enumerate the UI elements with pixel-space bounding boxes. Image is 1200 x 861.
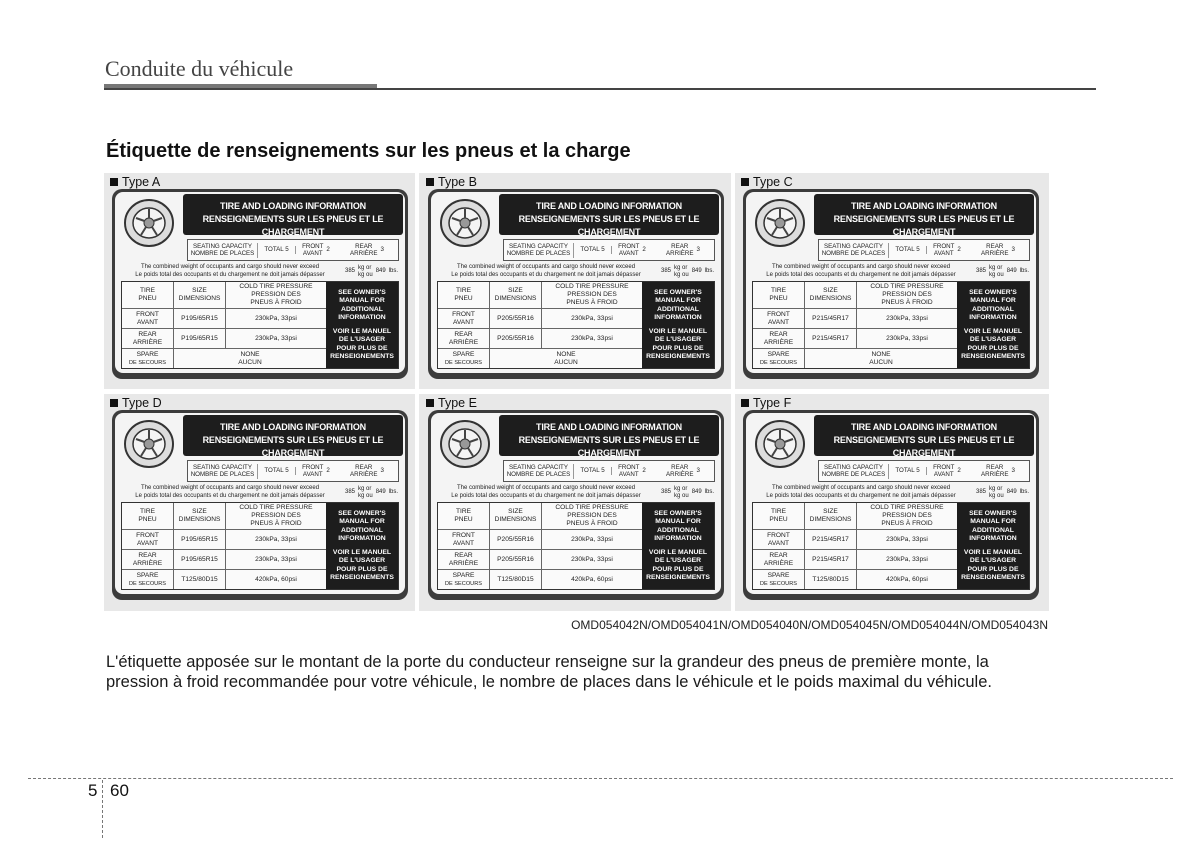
seating-capacity-box — [187, 239, 399, 261]
seating-total: TOTAL 5 — [889, 246, 927, 254]
see-manual-box: SEE OWNER'S MANUAL FOR ADDITIONAL INFORMATION VOIR LE MANUEL DE L'USAGER POUR PLUS DE RENSEIGNEMENTS — [642, 503, 714, 589]
placard-body — [431, 413, 721, 594]
page-number: 60 — [110, 781, 129, 800]
weight-limit-values: 385 kg or kg ou 849 lbs. — [661, 485, 715, 499]
seating-front: FRONT AVANT 2 — [618, 242, 646, 257]
table-row-spare: SPARE DE SECOURS T125/80D15 420kPa, 60psi — [122, 570, 326, 589]
weight-limit-values: 385 kg or kg ou 849 lbs. — [661, 264, 715, 278]
seating-front: FRONT AVANT 2 — [933, 463, 961, 478]
seating-capacity-box — [818, 460, 1030, 482]
seating-rear: REAR ARRIÈRE 3 — [350, 463, 384, 478]
placard-header — [499, 194, 719, 235]
weight-limit-text: The combined weight of occupants and cargo should never exceed Le poids total des occupants et du chargement ne doit jamais dépasser 385 kg or kg ou 849 lbs. — [135, 264, 399, 278]
seating-rear: REAR ARRIÈRE 3 — [981, 242, 1015, 257]
table-row-front: FRONT AVANT P205/55R16 230kPa, 33psi — [438, 309, 642, 329]
see-manual-box: SEE OWNER'S MANUAL FOR ADDITIONAL INFORMATION VOIR LE MANUEL DE L'USAGER POUR PLUS DE RENSEIGNEMENTS — [642, 282, 714, 368]
table-row-front: FRONT AVANT P215/45R17 230kPa, 33psi — [753, 530, 957, 550]
table-header-row: TIRE PNEU SIZE DIMENSIONS COLD TIRE PRESSURE PRESSION DES PNEUS À FROID — [438, 282, 642, 309]
seating-capacity-label: SEATING CAPACITY NOMBRE DE PLACES — [504, 464, 574, 479]
table-row-spare: SPARE DE SECOURS T125/80D15 420kPa, 60psi — [753, 570, 957, 589]
see-manual-box: SEE OWNER'S MANUAL FOR ADDITIONAL INFORMATION VOIR LE MANUEL DE L'USAGER POUR PLUS DE RENSEIGNEMENTS — [326, 503, 398, 589]
placard-header-fr: RENSEIGNEMENTS SUR LES PNEUS ET LE CHARGEMENT — [833, 214, 1015, 237]
tire-information-placard — [112, 410, 408, 600]
table-header-row: TIRE PNEU SIZE DIMENSIONS COLD TIRE PRESSURE PRESSION DES PNEUS À FROID — [122, 503, 326, 530]
placard-header — [814, 194, 1034, 235]
tire-pressure-table — [437, 502, 715, 590]
placard-header-fr: RENSEIGNEMENTS SUR LES PNEUS ET LE CHARGEMENT — [833, 435, 1015, 458]
placard-header-en: TIRE AND LOADING INFORMATION — [851, 201, 997, 211]
footer-dashed-rule — [28, 778, 1173, 779]
seating-capacity-box — [503, 239, 715, 261]
tire-icon — [754, 419, 806, 469]
type-caption — [426, 175, 477, 189]
placard-header-en: TIRE AND LOADING INFORMATION — [220, 422, 366, 432]
seating-total: TOTAL 5 — [889, 467, 927, 475]
table-header-row: TIRE PNEU SIZE DIMENSIONS COLD TIRE PRESSURE PRESSION DES PNEUS À FROID — [122, 282, 326, 309]
placard-body — [115, 192, 405, 373]
tire-label-panel — [104, 173, 415, 389]
weight-limit-text: The combined weight of occupants and cargo should never exceed Le poids total des occupants et du chargement ne doit jamais dépasser 385 kg or kg ou 849 lbs. — [766, 485, 1030, 499]
weight-limit-values: 385 kg or kg ou 849 lbs. — [345, 264, 399, 278]
seating-front: FRONT AVANT 2 — [933, 242, 961, 257]
weight-limit-text: The combined weight of occupants and cargo should never exceed Le poids total des occupants et du chargement ne doit jamais dépasser 385 kg or kg ou 849 lbs. — [766, 264, 1030, 278]
placard-header — [814, 415, 1034, 456]
placard-header-fr: RENSEIGNEMENTS SUR LES PNEUS ET LE CHARGEMENT — [202, 435, 384, 458]
see-manual-box: SEE OWNER'S MANUAL FOR ADDITIONAL INFORMATION VOIR LE MANUEL DE L'USAGER POUR PLUS DE RENSEIGNEMENTS — [957, 282, 1029, 368]
tire-information-placard — [743, 410, 1039, 600]
placard-header-en: TIRE AND LOADING INFORMATION — [536, 201, 682, 211]
type-caption — [110, 396, 162, 410]
table-row-front: FRONT AVANT P195/65R15 230kPa, 33psi — [122, 309, 326, 329]
running-head: Conduite du véhicule — [105, 56, 294, 81]
placard-header — [183, 415, 403, 456]
placard-header-en: TIRE AND LOADING INFORMATION — [220, 201, 366, 211]
see-manual-box: SEE OWNER'S MANUAL FOR ADDITIONAL INFORMATION VOIR LE MANUEL DE L'USAGER POUR PLUS DE RENSEIGNEMENTS — [326, 282, 398, 368]
square-bullet-icon — [110, 178, 118, 186]
placard-body — [746, 192, 1036, 373]
seating-front: FRONT AVANT 2 — [302, 463, 330, 478]
table-row-spare: SPARE DE SECOURS T125/80D15 420kPa, 60psi — [438, 570, 642, 589]
seating-capacity-box — [818, 239, 1030, 261]
seating-rear: REAR ARRIÈRE 3 — [666, 242, 700, 257]
tire-information-placard — [428, 410, 724, 600]
spare-none: NONE AUCUN — [238, 350, 262, 366]
seating-capacity-box — [503, 460, 715, 482]
table-row-spare: SPARE DE SECOURS NONE AUCUN — [438, 349, 642, 368]
tire-icon — [439, 419, 491, 469]
tire-pressure-table — [752, 281, 1030, 369]
placard-header-fr: RENSEIGNEMENTS SUR LES PNEUS ET LE CHARGEMENT — [202, 214, 384, 237]
seating-rear: REAR ARRIÈRE 3 — [981, 463, 1015, 478]
table-row-rear: REAR ARRIÈRE P195/65R15 230kPa, 33psi — [122, 329, 326, 349]
spare-size: T125/80D15 — [805, 570, 857, 589]
placard-header-fr: RENSEIGNEMENTS SUR LES PNEUS ET LE CHARGEMENT — [518, 214, 700, 237]
seating-total: TOTAL 5 — [258, 246, 296, 254]
weight-limit-text: The combined weight of occupants and cargo should never exceed Le poids total des occupants et du chargement ne doit jamais dépasser 385 kg or kg ou 849 lbs. — [451, 264, 715, 278]
placard-header-en: TIRE AND LOADING INFORMATION — [851, 422, 997, 432]
tire-icon — [123, 198, 175, 248]
table-row-rear: REAR ARRIÈRE P205/55R16 230kPa, 33psi — [438, 550, 642, 570]
tire-icon — [754, 198, 806, 248]
tire-label-panel — [420, 173, 731, 389]
table-row-front: FRONT AVANT P205/55R16 230kPa, 33psi — [438, 530, 642, 550]
square-bullet-icon — [426, 178, 434, 186]
tire-pressure-table — [121, 281, 399, 369]
type-name: Type F — [753, 396, 792, 410]
table-row-spare: SPARE DE SECOURS NONE AUCUN — [122, 349, 326, 368]
placard-header-en: TIRE AND LOADING INFORMATION — [536, 422, 682, 432]
placard-header — [499, 415, 719, 456]
seating-capacity-label: SEATING CAPACITY NOMBRE DE PLACES — [819, 243, 889, 258]
weight-limit-text: The combined weight of occupants and cargo should never exceed Le poids total des occupants et du chargement ne doit jamais dépasser 385 kg or kg ou 849 lbs. — [135, 485, 399, 499]
table-row-rear: REAR ARRIÈRE P205/55R16 230kPa, 33psi — [438, 329, 642, 349]
spare-none: NONE AUCUN — [869, 350, 893, 366]
weight-limit-values: 385 kg or kg ou 849 lbs. — [976, 485, 1030, 499]
seating-total: TOTAL 5 — [574, 467, 612, 475]
type-caption — [741, 175, 793, 189]
square-bullet-icon — [741, 399, 749, 407]
section-number: 5 — [88, 781, 98, 800]
type-name: Type D — [122, 396, 162, 410]
seating-capacity-box — [187, 460, 399, 482]
type-caption — [426, 396, 477, 410]
spare-pressure: 420kPa, 60psi — [571, 575, 613, 583]
tire-pressure-table — [437, 281, 715, 369]
tire-information-placard — [428, 189, 724, 379]
figure-code: OMD054042N/OMD054041N/OMD054040N/OMD054045N/OMD054044N/OMD054043N — [571, 618, 1048, 632]
weight-limit-values: 385 kg or kg ou 849 lbs. — [345, 485, 399, 499]
table-row-spare: SPARE DE SECOURS NONE AUCUN — [753, 349, 957, 368]
spare-size: T125/80D15 — [490, 570, 542, 589]
table-row-front: FRONT AVANT P215/45R17 230kPa, 33psi — [753, 309, 957, 329]
square-bullet-icon — [426, 399, 434, 407]
see-manual-box: SEE OWNER'S MANUAL FOR ADDITIONAL INFORMATION VOIR LE MANUEL DE L'USAGER POUR PLUS DE RENSEIGNEMENTS — [957, 503, 1029, 589]
tire-label-panel — [735, 394, 1046, 610]
header-rule-thin — [104, 88, 1096, 90]
table-row-front: FRONT AVANT P195/65R15 230kPa, 33psi — [122, 530, 326, 550]
tire-label-panel — [420, 394, 731, 610]
table-row-rear: REAR ARRIÈRE P215/45R17 230kPa, 33psi — [753, 329, 957, 349]
type-name: Type B — [438, 175, 477, 189]
seating-capacity-label: SEATING CAPACITY NOMBRE DE PLACES — [504, 243, 574, 258]
weight-limit-values: 385 kg or kg ou 849 lbs. — [976, 264, 1030, 278]
tire-label-figure — [104, 173, 1049, 611]
placard-header-fr: RENSEIGNEMENTS SUR LES PNEUS ET LE CHARGEMENT — [518, 435, 700, 458]
seating-rear: REAR ARRIÈRE 3 — [666, 463, 700, 478]
body-paragraph: L'étiquette apposée sur le montant de la porte du conducteur renseigne sur la grandeur des pneus de première monte, la pression à froid recommandée pour votre véhicule, le nombre de places dans le véhicule et le poids maximal du véhicule. — [106, 653, 992, 691]
square-bullet-icon — [110, 399, 118, 407]
tire-pressure-table — [752, 502, 1030, 590]
type-caption — [110, 175, 160, 189]
weight-limit-text: The combined weight of occupants and cargo should never exceed Le poids total des occupants et du chargement ne doit jamais dépasser 385 kg or kg ou 849 lbs. — [451, 485, 715, 499]
tire-information-placard — [743, 189, 1039, 379]
seating-front: FRONT AVANT 2 — [302, 242, 330, 257]
placard-body — [431, 192, 721, 373]
placard-header — [183, 194, 403, 235]
seating-front: FRONT AVANT 2 — [618, 463, 646, 478]
type-caption — [741, 396, 791, 410]
seating-capacity-label: SEATING CAPACITY NOMBRE DE PLACES — [819, 464, 889, 479]
spare-size: T125/80D15 — [174, 570, 226, 589]
spare-pressure: 420kPa, 60psi — [255, 575, 297, 583]
footer-dashed-divider — [102, 780, 103, 838]
table-header-row: TIRE PNEU SIZE DIMENSIONS COLD TIRE PRESSURE PRESSION DES PNEUS À FROID — [753, 282, 957, 309]
seating-capacity-label: SEATING CAPACITY NOMBRE DE PLACES — [188, 464, 258, 479]
tire-label-panel — [104, 394, 415, 610]
section-title: Étiquette de renseignements sur les pneus et la charge — [106, 140, 631, 162]
seating-total: TOTAL 5 — [574, 246, 612, 254]
table-row-rear: REAR ARRIÈRE P215/45R17 230kPa, 33psi — [753, 550, 957, 570]
spare-none: NONE AUCUN — [554, 350, 578, 366]
seating-rear: REAR ARRIÈRE 3 — [350, 242, 384, 257]
tire-pressure-table — [121, 502, 399, 590]
table-header-row: TIRE PNEU SIZE DIMENSIONS COLD TIRE PRESSURE PRESSION DES PNEUS À FROID — [438, 503, 642, 530]
type-name: Type C — [753, 175, 793, 189]
square-bullet-icon — [741, 178, 749, 186]
placard-body — [746, 413, 1036, 594]
tire-information-placard — [112, 189, 408, 379]
type-name: Type A — [122, 175, 161, 189]
table-row-rear: REAR ARRIÈRE P195/65R15 230kPa, 33psi — [122, 550, 326, 570]
tire-icon — [123, 419, 175, 469]
seating-capacity-label: SEATING CAPACITY NOMBRE DE PLACES — [188, 243, 258, 258]
tire-icon — [439, 198, 491, 248]
type-name: Type E — [438, 396, 477, 410]
tire-label-panel — [735, 173, 1046, 389]
placard-body — [115, 413, 405, 594]
table-header-row: TIRE PNEU SIZE DIMENSIONS COLD TIRE PRESSURE PRESSION DES PNEUS À FROID — [753, 503, 957, 530]
seating-total: TOTAL 5 — [258, 467, 296, 475]
spare-pressure: 420kPa, 60psi — [886, 575, 928, 583]
